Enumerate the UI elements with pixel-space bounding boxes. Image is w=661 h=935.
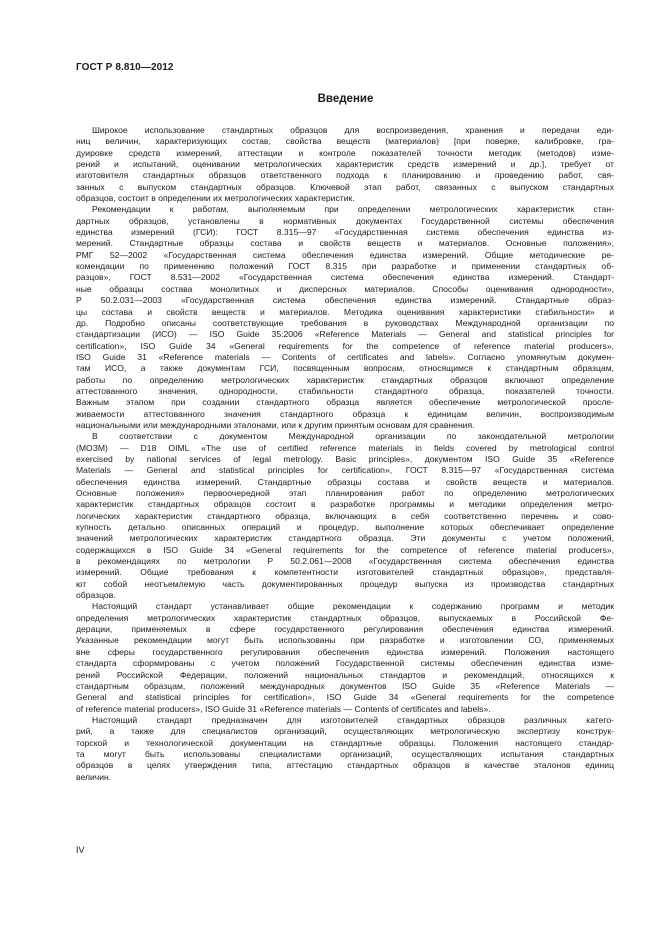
paragraph bbox=[76, 204, 614, 431]
text-line: стандартным образцам, положений международных документов ISO Guide 35 «Reference Materials — bbox=[76, 680, 614, 691]
text-line: Рекомендации к работам, выполняемым при определении метрологических характеристик стан- bbox=[92, 204, 614, 215]
text-line: измерений. Общие требования к компетентности изготовителей стандартных образцов», представля- bbox=[76, 567, 614, 578]
paragraph bbox=[76, 601, 614, 714]
text-line: обеспечения единства измерений. Стандартные образцы состава и свойств веществ и материалов. bbox=[76, 476, 614, 487]
text-line: в рекомендациях по метрологии Р 50.2.061—2008 «Государственная система обеспечения единства bbox=[76, 556, 614, 567]
text-line: дуировке средств измерений, аттестации и контроле показателей точности методик (методов) изме- bbox=[76, 147, 614, 158]
paragraph bbox=[76, 715, 614, 783]
text-line: национальными или международными эталонами, или к другим принятым основам для сравнения. bbox=[76, 419, 475, 430]
text-line: занных с выпуском стандартных образцов. Ключевой этап работ, связанных с выпуском стандартных bbox=[76, 181, 614, 192]
text-line: единства измерений (ГСИ): ГОСТ 8.315—97 «Государственная система обеспечения единства из- bbox=[76, 227, 614, 238]
text-line: РМГ 52—2002 «Государственная система обеспечения единства измерений. Общие методические ре- bbox=[76, 249, 614, 260]
text-line: Materials — General and statistical principles for certification», ГОСТ 8.315—97 «Государственная система bbox=[76, 465, 614, 476]
text-line: купность детально описанных операций и процедур, выполнение которых обеспечивает определение bbox=[76, 522, 614, 533]
page-number: IV bbox=[76, 845, 85, 855]
text-line: ные образцы состава монолитных и дисперсных материалов. Способы оценивания однородности», bbox=[76, 283, 614, 294]
text-line: определения метрологических характеристик стандартных образцов, выпускаемых в Российской Фе- bbox=[76, 612, 614, 623]
text-line: логических характеристик стандартного образца, включающих в себя соответственно перечень и сово- bbox=[76, 510, 614, 521]
text-line: работы по определению метрологических характеристик стандартных образцов включают определение bbox=[76, 374, 614, 385]
text-line: величин. bbox=[76, 771, 112, 782]
text-line: стандартизации (ИСО) — ISO Guide 35:2006 «Reference Materials — General and statistical principles for bbox=[76, 329, 614, 340]
standard-code-header: ГОСТ Р 8.810—2012 bbox=[76, 62, 174, 73]
text-line: дерации, применяемых в сфере государственного регулирования обеспечения единства измерений. bbox=[76, 624, 614, 635]
text-line: дартных образцов, установлены в нормативных документах Государственной системы обеспечения bbox=[76, 215, 614, 226]
section-title: Введение bbox=[317, 93, 374, 105]
text-line: ISO Guide 31 «Reference materials — Contents of certificates and labels». Согласно упомянутым докумен- bbox=[76, 351, 614, 362]
text-line: вне сферы государственного регулирования обеспечения единства измерений. Положения настоящего bbox=[76, 646, 614, 657]
text-line: General and statistical principles for certification», ISO Guide 34 «General requirements for the competence bbox=[76, 692, 614, 703]
text-line: рений и испытаний, оценивании метрологических характеристик средств измерений и др.], требует от bbox=[76, 159, 614, 170]
text-line: exercised by national services of legal metrology. Basic principles», документом ISO Guide 35 «Reference bbox=[76, 453, 614, 464]
text-line: значений метрологических характеристик стандартного образца. Эти документы с учетом положений, bbox=[76, 533, 614, 544]
text-line: Р 50.2.031—2003 «Государственная система обеспечения единства измерений. Стандартные образ- bbox=[76, 295, 614, 306]
text-line: торской и технологической документации на стандартные образцы. Положения настоящего стандар- bbox=[76, 737, 614, 748]
text-line: В соответствии с документом Международной организации по законодательной метрологии bbox=[92, 431, 614, 442]
paragraph bbox=[76, 431, 614, 601]
paragraph bbox=[76, 125, 614, 204]
text-line: ниц величин, характеризующих состав, свойства веществ (материалов) [при поверке, калибровке, гра- bbox=[76, 136, 614, 147]
text-line: Основные положения» первоочередной этап планирования работ по определению метрологических bbox=[76, 488, 614, 498]
text-line: образцов. bbox=[76, 590, 116, 601]
text-line: of reference material producers», ISO Guide 31 «Reference materials — Contents of certificates and labels». bbox=[76, 703, 491, 714]
text-line: рений Российской Федерации, положений национальных стандартов и рекомендаций, относящихся к bbox=[76, 669, 614, 680]
text-line: Настоящий стандарт предназначен для изготовителей стандартных образцов различных катего- bbox=[92, 714, 614, 725]
text-line: содержащихся в ISO Guide 34 «General requirements for the competence of reference material producers», bbox=[76, 544, 614, 555]
text-line: рий, а также для специалистов организаций, осуществляющих метрологическую экспертизу конструк- bbox=[76, 726, 614, 737]
text-line: изготовителя стандартных образцов ответственного подхода к планированию и проведению работ, свя- bbox=[76, 170, 614, 181]
text-line: мерений. Стандартные образцы состава и свойств веществ и материалов. Основные положения», bbox=[76, 238, 614, 249]
body-text bbox=[76, 125, 614, 783]
text-line: (МОЗМ) — D18 OIML «The use of certified reference materials in fields covered by metrological control bbox=[76, 442, 614, 453]
text-line: Широкое использование стандартных образцов для воспроизведения, хранения и передачи еди- bbox=[92, 125, 614, 135]
text-line: характеристик стандартных образцов состоит в разработке программы и методики определения метро- bbox=[76, 499, 614, 510]
text-line: та могут быть использованы специалистами организаций, осуществляющих испытания стандартных bbox=[76, 748, 614, 759]
text-line: certification», ISO Guide 34 «General requirements for the competence of reference material producers», bbox=[76, 340, 614, 351]
text-line: живаемости аттестованного значения стандартного образца к единицам величин, воспроизводимым bbox=[76, 408, 614, 419]
text-line: образцов, состоит в определении их метрологических характеристик. bbox=[76, 193, 355, 204]
text-line: Важным этапом при создании стандартного образца является обеспечение метрологической просле- bbox=[76, 397, 614, 408]
text-line: разцов», ГОСТ 8.531—2002 «Государственная система обеспечения единства измерений. Стандарт- bbox=[76, 272, 614, 283]
text-line: цы состава и свойств веществ и материалов. Методика оценивания характеристики стабильности» и bbox=[76, 306, 614, 317]
text-line: др. Подробно описаны соответствующие требования в руководствах Международной организации по bbox=[76, 317, 614, 328]
text-line: там ИСО, а также документам ГСИ, посвященным вопросам, относящимся к стандартным образцам, bbox=[76, 363, 614, 374]
text-line: комендации по применению положений ГОСТ 8.315 при разработке и применении стандартных об- bbox=[76, 261, 614, 272]
text-line: Настоящий стандарт устанавливает общие рекомендации к содержанию программ и методик bbox=[92, 601, 614, 612]
text-line: образцов в целях утверждения типа, аттестацию стандартных образцов в качестве эталонов единиц bbox=[76, 760, 614, 771]
text-line: ют собой неотъемлемую часть документированных процедур выпуска из производства стандартных bbox=[76, 578, 614, 589]
text-line: аттестованного значения, однородности, стабильности стандартного образца, показателей точности. bbox=[76, 385, 614, 396]
text-line: Указанные рекомендации могут быть использованы при разработке и изготовлении СО, применяемых bbox=[76, 635, 614, 646]
text-line: стандарта сформированы с учетом положений Государственной системы обеспечения единства изме- bbox=[76, 658, 614, 669]
